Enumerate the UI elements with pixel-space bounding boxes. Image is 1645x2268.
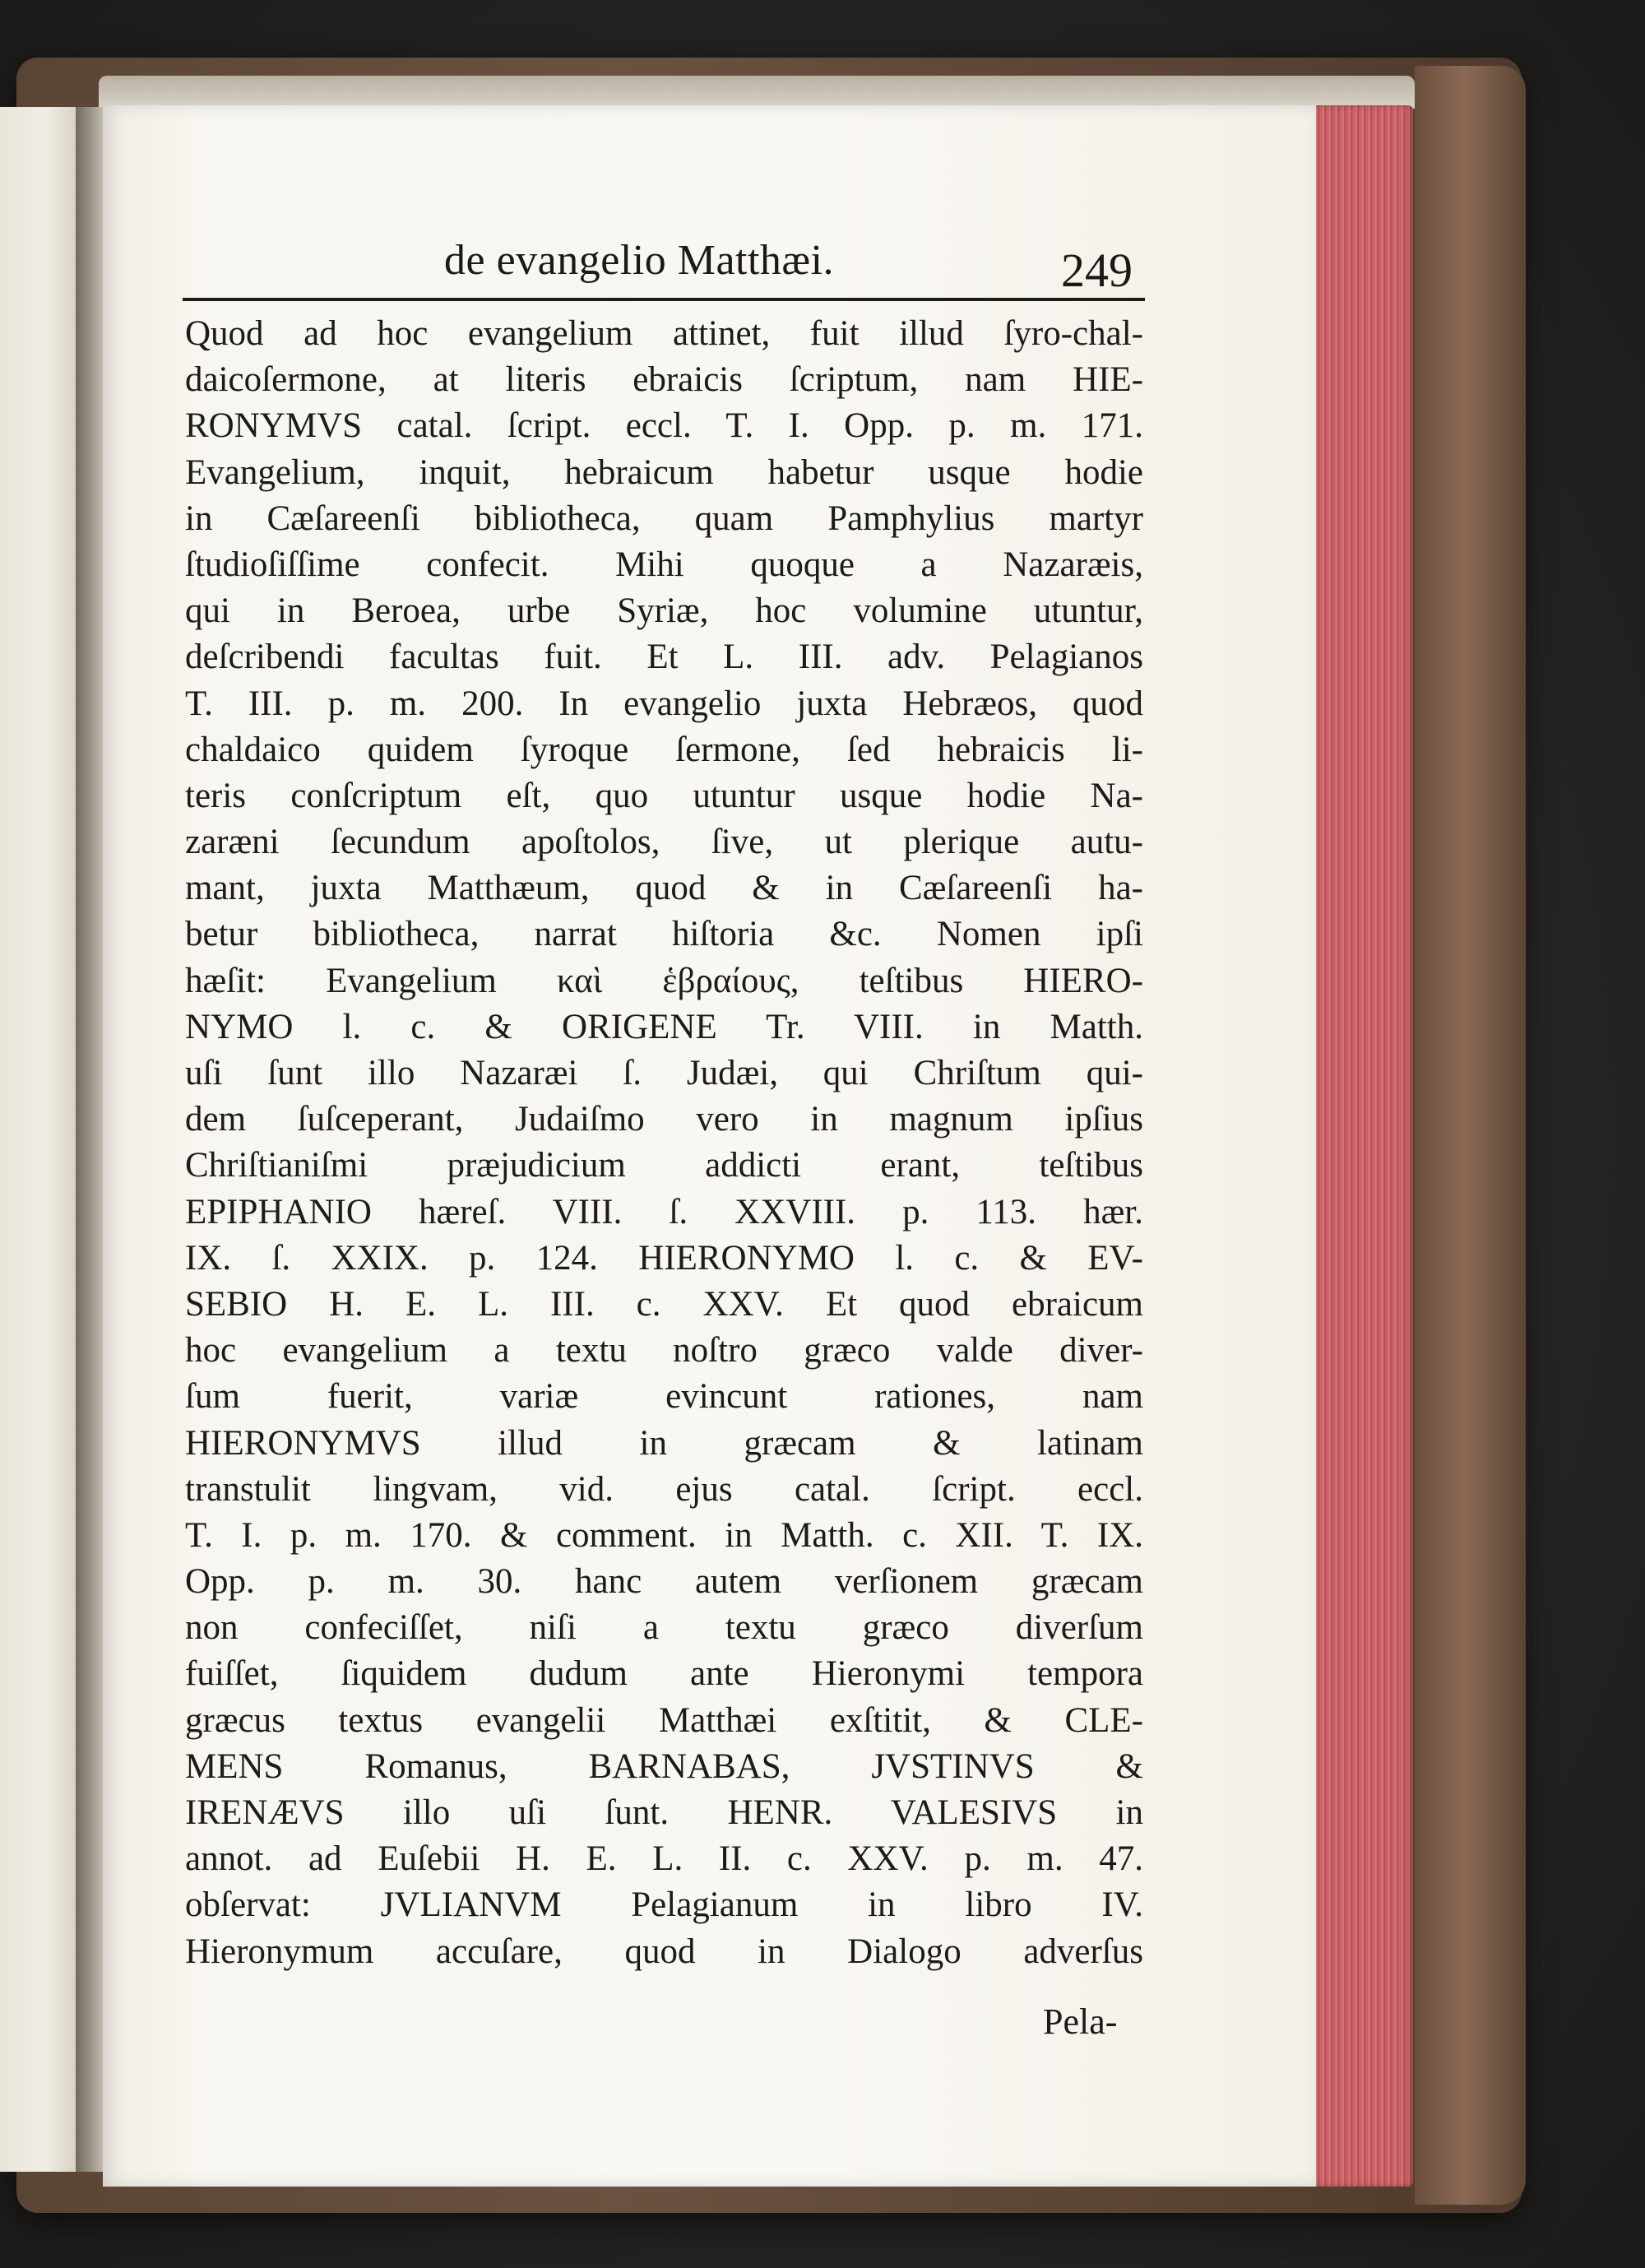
text-line: zaræni ſecundum apoſtolos, ſive, ut plerique autu-: [185, 823, 1143, 862]
text-line: Opp. p. m. 30. hanc autem verſionem græcam: [185, 1562, 1143, 1602]
text-line: IX. ſ. XXIX. p. 124. HIERONYMO l. c. & EV-: [185, 1238, 1143, 1278]
text-line: non confeciſſet, niſi a textu græco diverſum: [185, 1608, 1143, 1648]
red-page-edges: [1314, 105, 1413, 2187]
text-line: teris conſcriptum eſt, quo utuntur usque hodie Na-: [185, 776, 1143, 815]
text-line: Quod ad hoc evangelium attinet, fuit illud ſyro-chal-: [185, 314, 1143, 353]
text-line: NYMO l. c. & ORIGENE Tr. VIII. in Matth.: [185, 1007, 1143, 1046]
text-line: RONYMVS catal. ſcript. eccl. T. I. Opp. p. m. 171.: [185, 406, 1143, 446]
text-line: fuiſſet, ſiquidem dudum ante Hieronymi tempora: [185, 1654, 1143, 1694]
text-line: ſum fuerit, variæ evincunt rationes, nam: [185, 1377, 1143, 1417]
facing-page: [0, 107, 78, 2172]
body-text: [185, 311, 1143, 1975]
text-line: dem ſuſceperant, Judaiſmo vero in magnum ipſius: [185, 1100, 1143, 1139]
text-line: Evangelium, inquit, hebraicum habetur usque hodie: [185, 452, 1143, 492]
text-line: hoc evangelium a textu noſtro græco valde diver-: [185, 1331, 1143, 1371]
header-rule: [183, 298, 1145, 301]
text-line: T. III. p. m. 200. In evangelio juxta Hebræos, quod: [185, 684, 1143, 723]
text-line: græcus textus evangelii Matthæi exſtitit, & CLE-: [185, 1700, 1143, 1740]
text-line: betur bibliotheca, narrat hiſtoria &c. Nomen ipſi: [185, 915, 1143, 954]
text-line: daicoſermone, at literis ebraicis ſcriptum, nam HIE-: [185, 360, 1143, 400]
text-line: IRENÆVS illo uſi ſunt. HENR. VALESIVS in: [185, 1793, 1143, 1832]
text-line: MENS Romanus, BARNABAS, JVSTINVS &: [185, 1746, 1143, 1786]
text-line: chaldaico quidem ſyroque ſermone, ſed hebraicis li-: [185, 730, 1143, 769]
text-line: deſcribendi facultas fuit. Et L. III. adv. Pelagianos: [185, 638, 1143, 677]
catchword: Pela-: [1043, 2001, 1118, 2042]
text-line: uſi ſunt illo Nazaræi ſ. Judæi, qui Chriſtum qui-: [185, 1054, 1143, 1092]
text-line: SEBIO H. E. L. III. c. XXV. Et quod ebraicum: [185, 1284, 1143, 1324]
text-line: transtulit lingvam, vid. ejus catal. ſcript. eccl.: [185, 1469, 1143, 1509]
text-line: obſervat: JVLIANVM Pelagianum in libro IV.: [185, 1885, 1143, 1925]
text-line: T. I. p. m. 170. & comment. in Matth. c. XII. T. IX.: [185, 1515, 1143, 1555]
text-line: Hieronymum accuſare, quod in Dialogo adverſus: [185, 1932, 1143, 1971]
book-cover-edge: [1415, 66, 1526, 2205]
text-line: mant, juxta Matthæum, quod & in Cæſareenſi ha-: [185, 869, 1143, 908]
text-line: in Cæſareenſi bibliotheca, quam Pamphylius martyr: [185, 499, 1143, 538]
text-line: HIERONYMVS illud in græcam & latinam: [185, 1423, 1143, 1463]
text-line: annot. ad Euſebii H. E. L. II. c. XXV. p. m. 47.: [185, 1839, 1143, 1879]
page-number: 249: [1061, 243, 1133, 297]
running-head: de evangelio Matthæi.: [444, 237, 835, 284]
text-line: Chriſtianiſmi præjudicium addicti erant, teſtibus: [185, 1146, 1143, 1185]
text-line: EPIPHANIO hæreſ. VIII. ſ. XXVIII. p. 113. hær.: [185, 1192, 1143, 1231]
page-stack: [99, 76, 1415, 109]
text-line: hæſit: Evangelium καὶ ἑβραίους, teſtibus HIERO-: [185, 961, 1143, 1000]
text-line: qui in Beroea, urbe Syriæ, hoc volumine utuntur,: [185, 591, 1143, 631]
text-line: ſtudioſiſſime confecit. Mihi quoque a Nazaræis,: [185, 545, 1143, 584]
